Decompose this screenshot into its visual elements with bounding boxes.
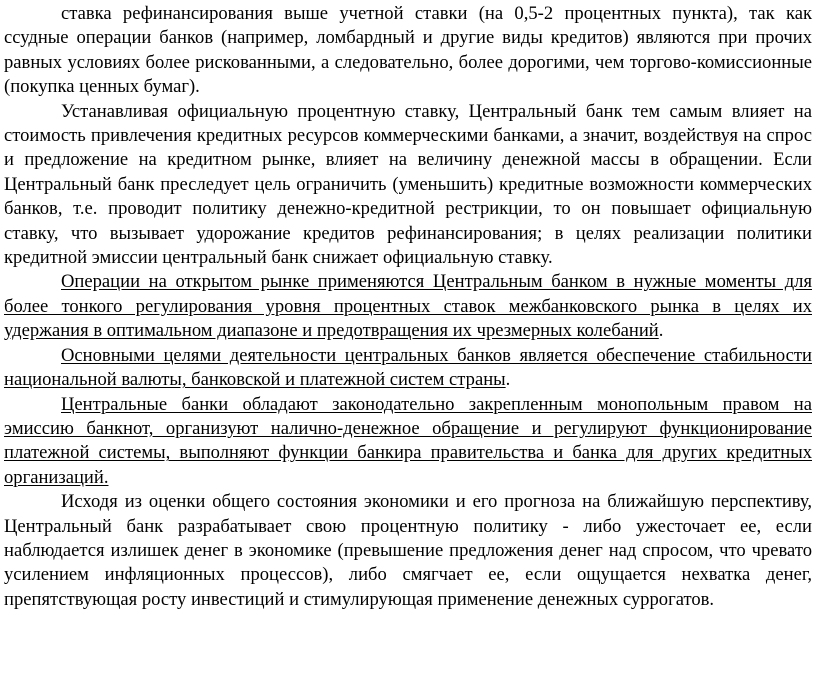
paragraph-central-bank-goals (4, 344, 812, 393)
paragraph-text: ставка рефинансирования выше учетной ставки (на 0,5-2 процентных пункта), так как ссудные операции банков (например, ломбардный и другие виды кредитов) являются при прочих равных условиях более рискованными, а следовательно, более дорогими, чем торгово-комиссионные (покупка ценных бумаг). (4, 3, 812, 98)
paragraph-official-rate (4, 100, 812, 271)
paragraph-text: . (658, 320, 664, 342)
paragraph-underlined-text: Основными целями деятельности центральных банков является обеспечение стабильности национальной валюты, банковской и платежной систем страны (4, 344, 812, 391)
paragraph-text: Устанавливая официальную процентную ставку, Центральный банк тем самым влияет на стоимость привлечения кредитных ресурсов коммерческими банками, а значит, воздействуя на спрос и предложение на кредитном рынке, влияет на величину денежной массы в обращении. Если Центральный банк преследует цель ограничить (уменьшить) кредитные возможности коммерческих банков, т.е. проводит политику денежно-кредитной рестрикции, то он повышает официальную ставку, что вызывает удорожание кредитов рефинансирования; в целях реализации политики кредитной эмиссии центральный банк снижает официальную ставку. (4, 100, 812, 269)
paragraph-text: Исходя из оценки общего состояния экономики и его прогноза на ближайшую перспективу, Центральный банк разрабатывает свою процентную политику - либо ужесточает ее, если наблюдается излишек денег в экономике (превышение предложения денег над спросом, что чревато усилением инфляционных процессов), либо смягчает ее, если ощущается нехватка денег, препятствующая росту инвестиций и стимулирующая применение денежных суррогатов. (4, 491, 812, 610)
paragraph-interest-policy (4, 490, 812, 612)
paragraph-emission-monopoly (4, 393, 812, 491)
paragraph-refinancing-rate (4, 2, 812, 100)
paragraph-underlined-text: Центральные банки обладают законодательно закрепленным монопольным правом на эмиссию банкнот, организуют налично-денежное обращение и регулируют функционирование платежной системы, выполняют функции банкира правительства и банка для других кредитных организаций. (4, 393, 812, 488)
paragraph-underlined-text: Операции на открытом рынке применяются Центральным банком в нужные моменты для более тонкого регулирования уровня процентных ставок межбанковского рынка в целях их удержания в оптимальном диапазоне и предотвращения их чрезмерных колебаний (4, 271, 812, 342)
paragraph-text: . (505, 369, 511, 391)
paragraph-open-market-operations (4, 270, 812, 343)
